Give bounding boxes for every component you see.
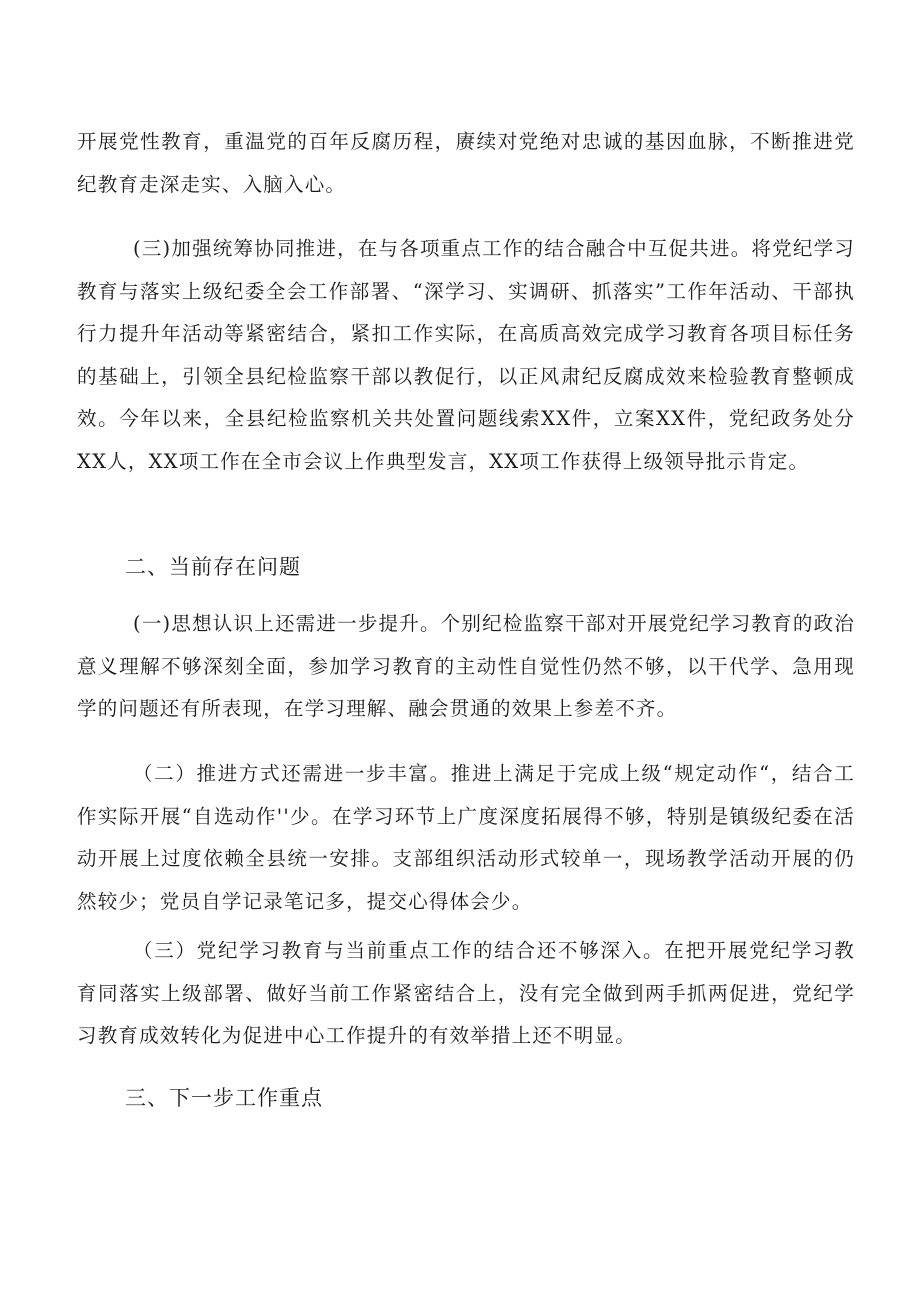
paragraph-section-3: (三)加强统筹协同推进，在与各项重点工作的结合融合中互促共进。将党纪学习教育与落实上级纪委全会工作部署、“深学习、实调研、抓落实”工作年活动、干部执行力提升年活动等紧密结合，紧扣工作实际，在高质高效完成学习教育各项目标任务的基础上，引领全县纪检监察干部以教促行，以正风肃纪反腐成效来检验教育整顿成效。今年以来，全县纪检监察机关共处置问题线索XX件，立案XX件，党纪政务处分XX人，XX项工作在全市会议上作典型发言，XX项工作获得上级领导批示肯定。 xyxy=(77,237,855,473)
paragraph-problem-3: （三）党纪学习教育与当前重点工作的结合还不够深入。在把开展党纪学习教育同落实上级部署、做好当前工作紧密结合上，没有完全做到两手抓两促进，党纪学习教育成效转化为促进中心工作提升的有效举措上还不明显。 xyxy=(77,939,855,1047)
paragraph-continued: 开展党性教育，重温党的百年反腐历程，赓续对党绝对忠诚的基因血脉，不断推进党纪教育走深走实、入脑入心。 xyxy=(77,130,855,196)
paragraph-problem-1: (一)思想认识上还需进一步提升。个别纪检监察干部对开展党纪学习教育的政治意义理解不够深刻全面，参加学习教育的主动性自觉性仍然不够，以干代学、急用现学的问题还有所表现，在学习理解、融会贯通的效果上参差不齐。 xyxy=(77,612,855,720)
heading-next-steps: 三、下一步工作重点 xyxy=(125,1086,323,1110)
heading-current-problems: 二、当前存在问题 xyxy=(125,555,301,579)
paragraph-problem-2: （二）推进方式还需进一步丰富。推进上满足于完成上级“规定动作“，结合工作实际开展“自选动作''少。在学习环节上广度深度拓展得不够，特别是镇级纪委在活动开展上过度依赖全县统一安排。支部组织活动形式较单一，现场教学活动开展的仍然较少；党员自学记录笔记多，提交心得体会少。 xyxy=(77,762,855,913)
